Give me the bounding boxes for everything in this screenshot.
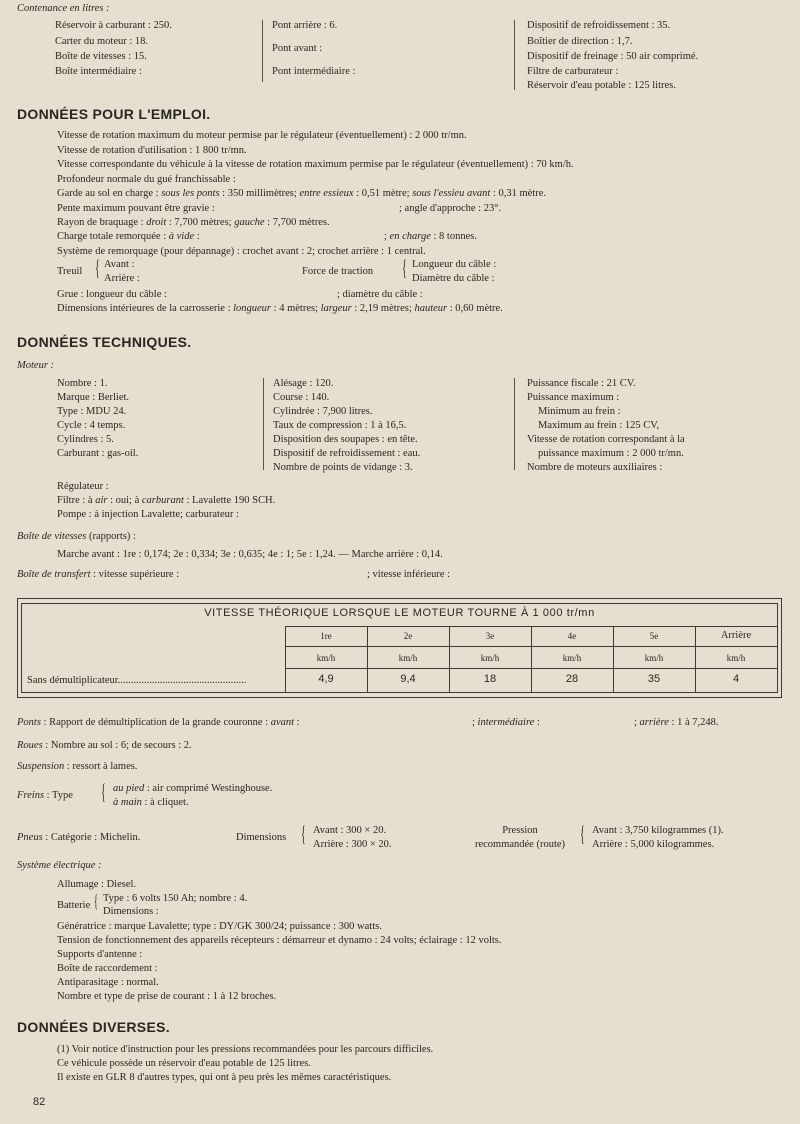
- text-line: Rayon de braquage : droit : 7,700 mètres; gauche : 7,700 mètres.: [57, 217, 330, 228]
- moteur-item: Puissance fiscale : 21 CV.: [527, 378, 636, 389]
- text-line: ; en charge : 8 tonnes.: [384, 231, 477, 242]
- pression-label: Pression: [502, 825, 538, 836]
- gear-header: 2e: [403, 631, 413, 641]
- allumage: Allumage : Diesel.: [57, 879, 137, 890]
- speed-value: 35: [647, 673, 661, 685]
- table-title: VITESSE THÉORIQUE LORSQUE LE MOTEUR TOURNE À 1 000 tr/mn: [204, 607, 595, 619]
- gear-header: 4e: [567, 631, 577, 641]
- pression-avant: Avant : 3,750 kilogrammes (1).: [592, 825, 724, 836]
- treuil-avant: Avant :: [104, 259, 135, 270]
- speed-value: 9,4: [400, 673, 416, 685]
- text-line: Grue : longueur du câble :: [57, 289, 167, 300]
- brace: {: [580, 821, 585, 846]
- text-line: Vitesse de rotation d'utilisation : 1 800 tr/mn.: [57, 145, 247, 156]
- force-traction: Force de traction: [302, 266, 374, 277]
- row-label: Sans démultiplicateur.................................................: [27, 675, 247, 686]
- moteur-item: Carburant : gas-oil.: [57, 448, 139, 459]
- brace: {: [101, 779, 106, 804]
- pompe: Pompe : à injection Lavalette; carburateur :: [57, 509, 239, 520]
- text-line: ; angle d'approche : 23°.: [399, 203, 502, 214]
- moteur-item: Nombre : 1.: [57, 378, 108, 389]
- treuil-label: Treuil: [57, 266, 83, 277]
- boite-raccordement: Boîte de raccordement :: [57, 963, 158, 974]
- contenance-item: Pont intermédiaire :: [272, 66, 356, 77]
- frein-pied: au pied : air comprimé Westinghouse.: [113, 783, 273, 794]
- text-line: Pente maximum pouvant être gravie :: [57, 203, 215, 214]
- brace: {: [94, 891, 98, 911]
- unit-label: km/h: [644, 653, 664, 663]
- contenance-item: Réservoir à carburant : 250.: [55, 20, 172, 31]
- section-heading-techniques: DONNÉES TECHNIQUES.: [17, 334, 192, 350]
- contenance-item: Filtre de carburateur :: [527, 66, 619, 77]
- note: Ce véhicule possède un réservoir d'eau potable de 125 litres.: [57, 1058, 311, 1069]
- moteur-item: Nombre de moteurs auxiliaires :: [527, 462, 663, 473]
- column-divider: [263, 378, 264, 470]
- gear-header: 5e: [649, 631, 659, 641]
- ponts: Ponts : Rapport de démultiplication de la grande couronne : avant :: [17, 717, 300, 728]
- contenance-item: Dispositif de refroidissement : 35.: [527, 20, 671, 31]
- text-line: Vitesse de rotation maximum du moteur permise par le régulateur (éventuellement) : 2 000 tr/mn.: [57, 130, 467, 141]
- pneus-dimensions: Dimensions: [236, 832, 287, 843]
- gear-header: Arrière: [720, 630, 752, 641]
- moteur-item: Cylindres : 5.: [57, 434, 114, 445]
- moteur-item: Type : MDU 24.: [57, 406, 127, 417]
- contenance-title: Contenance en litres :: [17, 3, 110, 14]
- boite-vitesses: Boîte de vitesses (rapports) :: [17, 531, 136, 542]
- vitesse-table: [21, 603, 778, 693]
- batterie-dimensions: Dimensions :: [103, 906, 159, 917]
- contenance-item: Pont arrière : 6.: [272, 20, 338, 31]
- text-line: Garde au sol en charge : sous les ponts : 350 millimètres; entre essieux : 0,51 mètre; sous l'essieu avant : 0,31 mètre.: [57, 188, 546, 199]
- dim-avant: Avant : 300 × 20.: [313, 825, 387, 836]
- systeme-electrique: Système électrique :: [17, 860, 102, 871]
- column-divider: [514, 20, 515, 90]
- antiparasitage: Antiparasitage : normal.: [57, 977, 159, 988]
- column-divider: [514, 378, 515, 470]
- speed-value: 18: [483, 673, 497, 685]
- cable-diametre: Diamètre du câble :: [412, 273, 495, 284]
- generatrice: Génératrice : marque Lavalette; type : DY/GK 300/24; puissance : 300 watts.: [57, 921, 382, 932]
- boite-transfert-inf: ; vitesse inférieure :: [367, 569, 451, 580]
- section-heading-emploi: DONNÉES POUR L'EMPLOI.: [17, 106, 211, 122]
- unit-label: km/h: [398, 653, 418, 663]
- note: Il existe en GLR 8 d'autres types, qui ont à peu près les mêmes caractéristiques.: [57, 1072, 392, 1083]
- frein-main: à main : à cliquet.: [113, 797, 189, 808]
- moteur-item: Disposition des soupapes : en tête.: [273, 434, 418, 445]
- moteur-item: Maximum au frein : 125 CV,: [538, 420, 660, 431]
- moteur-item: Puissance maximum :: [527, 392, 620, 403]
- gear-header: 3e: [485, 631, 495, 641]
- unit-label: km/h: [726, 653, 746, 663]
- contenance-item: Carter du moteur : 18.: [55, 36, 149, 47]
- brace: {: [95, 255, 100, 280]
- moteur-item: Course : 140.: [273, 392, 330, 403]
- text-line: Charge totale remorquée : à vide :: [57, 231, 200, 242]
- contenance-item: Pont avant :: [272, 43, 323, 54]
- speed-value: 28: [565, 673, 579, 685]
- moteur-item: puissance maximum : 2 000 tr/mn.: [538, 448, 684, 459]
- unit-label: km/h: [562, 653, 582, 663]
- ponts-arriere: ; arrière : 1 à 7,248.: [634, 717, 719, 728]
- marche: Marche avant : 1re : 0,174; 2e : 0,334; 3e : 0,635; 4e : 1; 5e : 1,24. — Marche arrière : 0,14.: [57, 549, 443, 560]
- moteur-item: Dispositif de refroidissement : eau.: [273, 448, 421, 459]
- moteur-item: Marque : Berliet.: [57, 392, 130, 403]
- contenance-item: Boîtier de direction : 1,7.: [527, 36, 633, 47]
- dim-arriere: Arrière : 300 × 20.: [313, 839, 392, 850]
- moteur-item: Cycle : 4 temps.: [57, 420, 126, 431]
- section-heading-diverses: DONNÉES DIVERSES.: [17, 1019, 170, 1035]
- page-number: 82: [33, 1096, 46, 1108]
- column-divider: [262, 20, 263, 82]
- prise-courant: Nombre et type de prise de courant : 1 à 12 broches.: [57, 991, 277, 1002]
- contenance-item: Réservoir d'eau potable : 125 litres.: [527, 80, 676, 91]
- freins: Freins : Type: [17, 790, 73, 801]
- speed-value: 4,9: [318, 673, 334, 685]
- supports: Supports d'antenne :: [57, 949, 143, 960]
- moteur-item: Minimum au frein :: [538, 406, 621, 417]
- text-line: Dimensions intérieures de la carrosserie : longueur : 4 mètres; largeur : 2,19 mètres; hauteur : 0,60 mètre.: [57, 303, 503, 314]
- contenance-item: Boîte de vitesses : 15.: [55, 51, 147, 62]
- roues: Roues : Nombre au sol : 6; de secours : 2.: [17, 740, 192, 751]
- brace: {: [402, 255, 407, 280]
- moteur-item: Vitesse de rotation correspondant à la: [527, 434, 685, 445]
- tension: Tension de fonctionnement des appareils récepteurs : démarreur et dynamo : 24 volts; éclairage : 12 volts.: [57, 935, 502, 946]
- moteur-item: Alésage : 120.: [273, 378, 334, 389]
- pression-arriere: Arrière : 5,000 kilogrammes.: [592, 839, 715, 850]
- boite-transfert: Boîte de transfert : vitesse supérieure :: [17, 569, 180, 580]
- treuil-arriere: Arrière :: [104, 273, 140, 284]
- moteur-item: Cylindrée : 7,900 litres.: [273, 406, 373, 417]
- contenance-item: Dispositif de freinage : 50 air comprimé.: [527, 51, 699, 62]
- text-line: Profondeur normale du gué franchissable :: [57, 174, 236, 185]
- text-line: Système de remorquage (pour dépannage) : crochet avant : 2; crochet arrière : 1 central.: [57, 246, 426, 257]
- batterie-type: Type : 6 volts 150 Ah; nombre : 4.: [103, 893, 248, 904]
- brace: {: [301, 821, 306, 846]
- cable-longueur: Longueur du câble :: [412, 259, 497, 270]
- pression-label: recommandée (route): [474, 839, 566, 850]
- moteur-item: Taux de compression : 1 à 16,5.: [273, 420, 407, 431]
- unit-label: km/h: [480, 653, 500, 663]
- text-line: ; diamètre du câble :: [337, 289, 423, 300]
- batterie: Batterie: [57, 900, 91, 911]
- ponts-inter: ; intermédiaire :: [472, 717, 540, 728]
- unit-label: km/h: [316, 653, 336, 663]
- gear-header: 1re: [320, 631, 332, 641]
- text-line: Vitesse correspondante du véhicule à la vitesse de rotation maximum permise par le régulateur (éventuellement) : 70 km/h.: [57, 159, 574, 170]
- contenance-item: Boîte intermédiaire :: [55, 66, 142, 77]
- note: (1) Voir notice d'instruction pour les pressions recommandées pour les parcours difficiles.: [57, 1044, 434, 1055]
- speed-value: 4: [732, 673, 740, 685]
- pneus: Pneus : Catégorie : Michelin.: [17, 832, 141, 843]
- moteur-item: Nombre de points de vidange : 3.: [273, 462, 413, 473]
- filtre: Filtre : à air : oui; à carburant : Lavalette 190 SCH.: [57, 495, 276, 506]
- moteur-label: Moteur :: [17, 360, 55, 371]
- suspension: Suspension : ressort à lames.: [17, 761, 138, 772]
- regulateur: Régulateur :: [57, 481, 109, 492]
